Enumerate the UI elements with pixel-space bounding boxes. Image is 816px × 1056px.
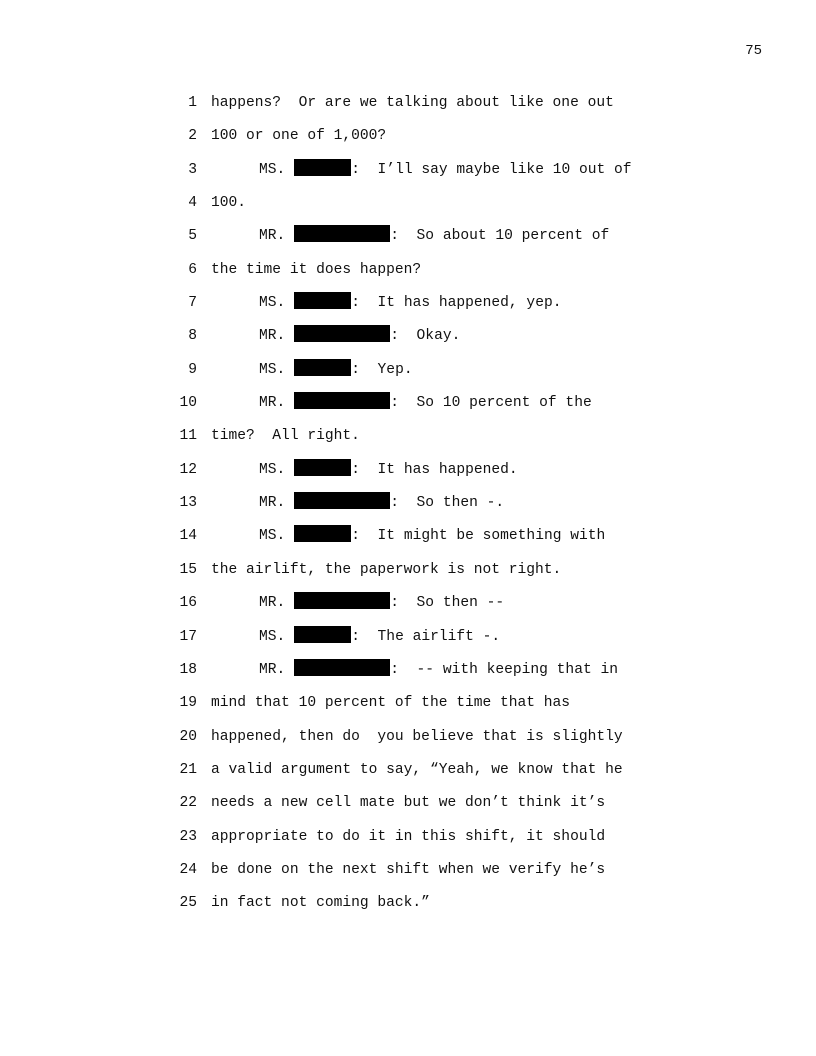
- redaction-bar: [294, 626, 351, 643]
- speaker-title: MS.: [259, 628, 286, 645]
- speaker-title: MR.: [259, 595, 286, 612]
- speaker-title: MR.: [259, 661, 286, 678]
- speaker-title: MR.: [259, 495, 286, 512]
- line-number: 17: [179, 628, 197, 645]
- speaker-title: MS.: [259, 461, 286, 478]
- transcript-line: [0, 259, 816, 292]
- speaker-line: [259, 325, 460, 348]
- line-number: 8: [188, 328, 197, 345]
- speaker-title: MS.: [259, 295, 286, 312]
- spoken-text: : Okay.: [390, 328, 461, 345]
- spoken-text: : It has happened.: [351, 461, 518, 478]
- line-number: 22: [179, 795, 197, 812]
- speaker-title: MS.: [259, 161, 286, 178]
- speaker-title: MS.: [259, 528, 286, 545]
- transcript-line: [0, 392, 816, 425]
- transcript-line: [0, 492, 816, 525]
- line-number: 19: [179, 695, 197, 712]
- spoken-text: : -- with keeping that in: [390, 661, 618, 678]
- continuation-text: in fact not coming back.”: [211, 895, 430, 912]
- spoken-text: : I’ll say maybe like 10 out of: [351, 161, 632, 178]
- spoken-text: : So 10 percent of the: [390, 395, 592, 412]
- line-number: 15: [179, 561, 197, 578]
- line-number: 24: [179, 861, 197, 878]
- speaker-line: [259, 492, 504, 515]
- redaction-bar: [294, 492, 390, 509]
- continuation-text: a valid argument to say, “Yeah, we know that he: [211, 761, 623, 778]
- redaction-bar: [294, 459, 351, 476]
- line-number: 1: [188, 95, 197, 111]
- line-number: 9: [188, 361, 197, 378]
- continuation-text: 100 or one of 1,000?: [211, 128, 387, 145]
- continuation-text: appropriate to do it in this shift, it should: [211, 828, 606, 845]
- page-number: 75: [745, 43, 762, 59]
- transcript-line: [0, 192, 816, 225]
- transcript-line: [0, 159, 816, 192]
- transcript-line: [0, 325, 816, 358]
- speaker-line: [259, 392, 592, 415]
- line-number: 7: [188, 295, 197, 312]
- continuation-text: needs a new cell mate but we don’t think it’s: [211, 795, 606, 812]
- redaction-bar: [294, 225, 390, 242]
- speaker-title: MS.: [259, 361, 286, 378]
- speaker-line: [259, 292, 561, 315]
- speaker-line: [259, 459, 518, 482]
- transcript-line: [0, 659, 816, 692]
- speaker-line: [259, 159, 632, 182]
- speaker-line: [259, 525, 605, 548]
- redaction-bar: [294, 392, 390, 409]
- line-number: 6: [188, 261, 197, 278]
- spoken-text: : So then -.: [390, 495, 505, 512]
- transcript-line: [0, 692, 816, 725]
- line-number: 4: [188, 195, 197, 212]
- continuation-text: the time it does happen?: [211, 261, 422, 278]
- redaction-bar: [294, 359, 351, 376]
- redaction-bar: [294, 525, 351, 542]
- continuation-text: 100.: [211, 195, 247, 212]
- line-number: 13: [179, 495, 197, 512]
- transcript-line: [0, 125, 816, 158]
- speaker-title: MR.: [259, 228, 286, 245]
- spoken-text: : It has happened, yep.: [351, 295, 562, 312]
- transcript-line: [0, 425, 816, 458]
- redaction-bar: [294, 292, 351, 309]
- spoken-text: : It might be something with: [351, 528, 606, 545]
- transcript-line: [0, 726, 816, 759]
- transcript-line: [0, 859, 816, 892]
- line-number: 10: [179, 395, 197, 412]
- spoken-text: : So about 10 percent of: [390, 228, 610, 245]
- continuation-text: happens? Or are we talking about like one out: [211, 95, 614, 111]
- speaker-line: [259, 659, 618, 682]
- transcript-line: [0, 459, 816, 492]
- transcript-line: [0, 225, 816, 258]
- line-number: 3: [188, 161, 197, 178]
- line-number: 25: [179, 895, 197, 912]
- continuation-text: the airlift, the paperwork is not right.: [211, 561, 562, 578]
- transcript-line: [0, 892, 816, 925]
- speaker-title: MR.: [259, 395, 286, 412]
- transcript-line: [0, 826, 816, 859]
- line-number: 2: [188, 128, 197, 145]
- line-number: 11: [179, 428, 197, 445]
- transcript-body: [0, 92, 816, 926]
- speaker-line: [259, 626, 500, 649]
- spoken-text: : So then --: [390, 595, 505, 612]
- transcript-line: [0, 559, 816, 592]
- spoken-text: : The airlift -.: [351, 628, 501, 645]
- continuation-text: time? All right.: [211, 428, 360, 445]
- line-number: 20: [179, 728, 197, 745]
- transcript-line: [0, 592, 816, 625]
- spoken-text: : Yep.: [351, 361, 413, 378]
- transcript-line: [0, 525, 816, 558]
- line-number: 12: [179, 461, 197, 478]
- transcript-line: [0, 359, 816, 392]
- transcript-line: [0, 92, 816, 125]
- redaction-bar: [294, 325, 390, 342]
- line-number: 5: [188, 228, 197, 245]
- transcript-line: [0, 626, 816, 659]
- speaker-line: [259, 592, 504, 615]
- transcript-line: [0, 759, 816, 792]
- speaker-line: [259, 225, 609, 248]
- transcript-line: [0, 292, 816, 325]
- line-number: 23: [179, 828, 197, 845]
- line-number: 14: [179, 528, 197, 545]
- line-number: 21: [179, 761, 197, 778]
- continuation-text: be done on the next shift when we verify he’s: [211, 861, 606, 878]
- speaker-title: MR.: [259, 328, 286, 345]
- redaction-bar: [294, 159, 351, 176]
- continuation-text: mind that 10 percent of the time that has: [211, 695, 571, 712]
- redaction-bar: [294, 592, 390, 609]
- line-number: 16: [179, 595, 197, 612]
- speaker-line: [259, 359, 413, 382]
- redaction-bar: [294, 659, 390, 676]
- line-number: 18: [179, 661, 197, 678]
- transcript-line: [0, 792, 816, 825]
- continuation-text: happened, then do you believe that is slightly: [211, 728, 623, 745]
